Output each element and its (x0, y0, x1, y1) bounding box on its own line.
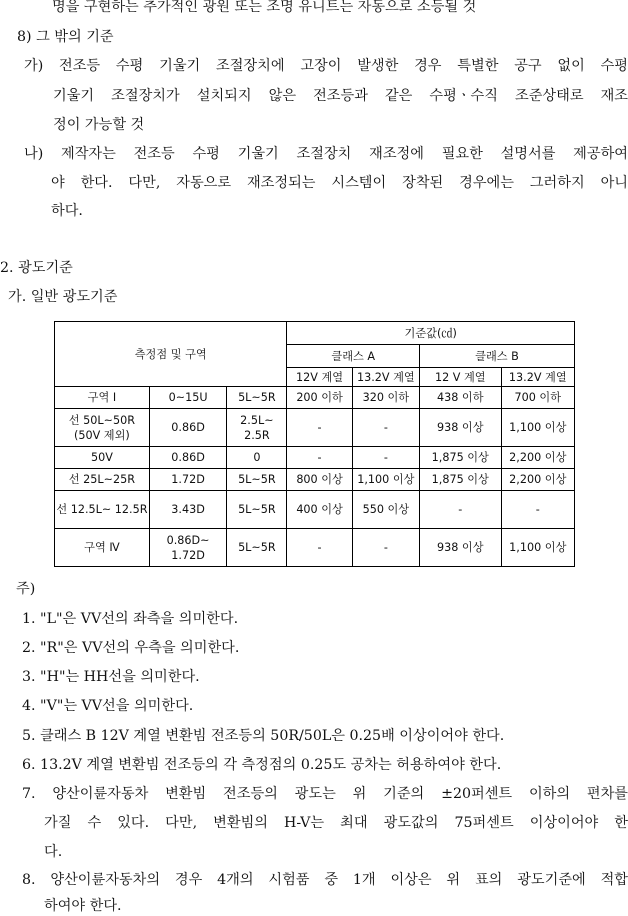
note-item: 1. "L"은 VV선의 좌측을 의미한다. (22, 611, 239, 627)
table-cell: - (501, 491, 574, 529)
table-row (55, 491, 575, 529)
header-class-b: 클래스 B (419, 345, 574, 368)
item-na-line: 하다. (51, 203, 83, 219)
table-cell: 2,200 이상 (501, 447, 574, 469)
table-row (55, 529, 575, 567)
header-class-a: 클래스 A (287, 345, 420, 368)
table-cell: 구역 Ⅳ (55, 529, 150, 567)
note-item: 7. 양산이륜자동차 변환빔 전조등의 광도는 위 기준의 ±20퍼센트 이하의 편차를 (22, 786, 628, 802)
table-cell: 0.86D (149, 409, 226, 447)
table-cell: 320 이하 (352, 387, 419, 409)
item-ga-line: 가) 전조등 수평 기울기 조절장치에 고장이 발생한 경우 특별한 공구 없이 수평 (24, 58, 628, 74)
note-item: 5. 클래스 B 12V 계열 변환빔 전조등의 50R/50L은 0.25배 이상이어야 한다. (22, 728, 505, 744)
table-cell: 438 이하 (419, 387, 501, 409)
table-cell: 938 이상 (419, 409, 501, 447)
table-cell: 5L~5R (227, 491, 287, 529)
table-cell: 938 이상 (419, 529, 501, 567)
table-cell: - (287, 447, 352, 469)
table-cell: 400 이상 (287, 491, 352, 529)
table-cell: 1,875 이상 (419, 447, 501, 469)
notes-label: 주) (16, 581, 36, 597)
header-13v: 13.2V 계열 (501, 368, 574, 387)
table-row (55, 387, 575, 409)
table-cell: 1,100 이상 (352, 469, 419, 491)
table-cell: 2.5L~ 2.5R (227, 409, 287, 447)
table-cell: 1,100 이상 (501, 409, 574, 447)
item-ga-line: 정이 가능할 것 (53, 117, 145, 133)
note-item: 3. "H"는 HH선을 의미한다. (22, 669, 200, 685)
table-cell: 선 25L~25R (55, 469, 150, 491)
table-cell: - (352, 529, 419, 567)
note-item-cont: 하여야 한다. (44, 898, 122, 914)
table-cell: 1.72D (149, 469, 226, 491)
table-row (55, 447, 575, 469)
table-cell: 5L~5R (227, 387, 287, 409)
table-cell: 1,100 이상 (501, 529, 574, 567)
table-cell: 50V (55, 447, 150, 469)
table-cell: 선 50L~50R (50V 제외) (55, 409, 150, 447)
table-cell: 1,875 이상 (419, 469, 501, 491)
table-cell: 2,200 이상 (501, 469, 574, 491)
note-item-cont: 다. (44, 844, 63, 860)
intensity-table (54, 321, 575, 567)
table-cell: 선 12.5L~ 12.5R (55, 491, 150, 529)
table-cell: - (352, 447, 419, 469)
table-cell: 200 이하 (287, 387, 352, 409)
header-measure-zone: 측정점 및 구역 (55, 322, 287, 387)
table-cell: 0 (227, 447, 287, 469)
table-cell: 구역 Ⅰ (55, 387, 150, 409)
header-12v: 12V 계열 (287, 368, 352, 387)
item-na-line: 나) 제작자는 전조등 수평 기울기 조절장치 재조정에 필요한 설명서를 제공하여 (24, 146, 628, 162)
note-item: 4. "V"는 VV선을 의미한다. (22, 698, 194, 714)
table-cell: 700 이하 (501, 387, 574, 409)
table-cell: 550 이상 (352, 491, 419, 529)
table-cell: 0~15U (149, 387, 226, 409)
table-cell: 5L~5R (227, 469, 287, 491)
table-row (55, 409, 575, 447)
section-title: 2. 광도기준 (0, 260, 73, 276)
item-ga-line: 기울기 조절장치가 설치되지 않은 전조등과 같은 수평ㆍ수직 조준상태로 재조 (53, 88, 628, 104)
section-8-title: 8) 그 밖의 기준 (17, 29, 114, 45)
table-cell: 3.43D (149, 491, 226, 529)
table-cell: - (287, 409, 352, 447)
table-cell: 5L~5R (227, 529, 287, 567)
section-subtitle: 가. 일반 광도기준 (8, 289, 118, 305)
table-cell: - (419, 491, 501, 529)
note-item-cont: 가질 수 있다. 다만, 변환빔의 H-V는 최대 광도값의 75퍼센트 이상이어야 한 (44, 815, 628, 831)
table-cell: 0.86D~ 1.72D (149, 529, 226, 567)
header-12v: 12 V 계열 (419, 368, 501, 387)
intro-line: 명을 구현하는 추가적인 광원 또는 조명 유니트는 자동으로 소등될 것 (52, 0, 477, 15)
note-item: 8. 양산이륜자동차의 경우 4개의 시험품 중 1개 이상은 위 표의 광도기준에 적합 (22, 872, 628, 888)
note-item: 6. 13.2V 계열 변환빔 전조등의 각 측정점의 0.25도 공차는 허용하여야 한다. (22, 757, 502, 773)
table-row (55, 469, 575, 491)
table-cell: - (352, 409, 419, 447)
table-cell: - (287, 529, 352, 567)
table-cell: 800 이상 (287, 469, 352, 491)
header-13v: 13.2V 계열 (352, 368, 419, 387)
header-reference: 기준값(㏅) (287, 322, 575, 345)
note-item: 2. "R"은 VV선의 우측을 의미한다. (22, 640, 240, 656)
table-cell: 0.86D (149, 447, 226, 469)
item-na-line: 야 한다. 다만, 자동으로 재조정되는 시스템이 장착된 경우에는 그러하지 아니 (51, 175, 628, 191)
